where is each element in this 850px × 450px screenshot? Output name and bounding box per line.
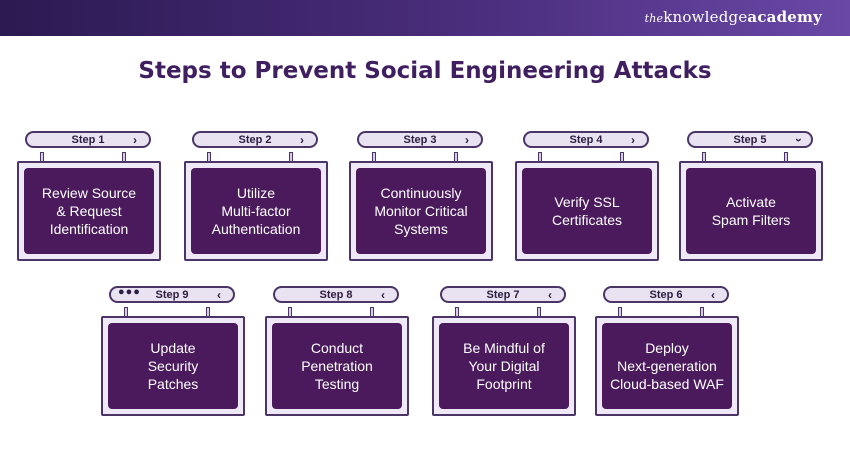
step-4-card [515, 161, 659, 261]
step-7-pill [440, 286, 566, 303]
step-6-card [595, 316, 739, 416]
step-3-card [349, 161, 493, 261]
step-2-text: Utilize Multi-factor Authentication [211, 185, 301, 237]
step-3-pill [357, 131, 483, 148]
step-3-text: Continuously Monitor Critical Systems [374, 185, 468, 237]
brand-the: the [644, 12, 664, 25]
step-6-pill [603, 286, 729, 303]
step-5-label: Step 5 [733, 134, 767, 146]
step-6-label: Step 6 [649, 289, 683, 301]
chevron-down-icon: › [792, 138, 806, 142]
step-9-text: Update Security Patches [147, 340, 199, 392]
step-2-label: Step 2 [238, 134, 272, 146]
ellipsis-icon: ●●● [118, 286, 141, 298]
step-2-pill [192, 131, 318, 148]
chevron-right-icon: › [133, 133, 137, 147]
chevron-right-icon: › [631, 133, 635, 147]
step-4-text: Verify SSL Certificates [551, 194, 623, 228]
step-8-card [265, 316, 409, 416]
step-3-label: Step 3 [403, 134, 437, 146]
page-title: Steps to Prevent Social Engineering Attacks [138, 58, 712, 84]
brand-logo [645, 8, 822, 26]
step-7-text: Be Mindful of Your Digital Footprint [463, 340, 545, 392]
chevron-right-icon: › [465, 133, 469, 147]
step-5-pill [687, 131, 813, 148]
step-9-card [101, 316, 245, 416]
step-6-text: Deploy Next-generation Cloud-based WAF [610, 340, 724, 392]
brand-academy: academy [747, 8, 822, 26]
chevron-left-icon: ‹ [381, 288, 385, 302]
step-7-card [432, 316, 576, 416]
step-8-pill [273, 286, 399, 303]
brand-knowledge: knowledge [663, 8, 748, 26]
step-9-label: Step 9 [155, 289, 189, 301]
step-9-pill [109, 286, 235, 303]
chevron-left-icon: ‹ [548, 288, 552, 302]
step-5-card [679, 161, 823, 261]
step-1-label: Step 1 [71, 134, 105, 146]
step-4-pill [523, 131, 649, 148]
header-bar [0, 0, 850, 36]
chevron-left-icon: ‹ [711, 288, 715, 302]
chevron-left-icon: ‹ [217, 288, 221, 302]
step-4-label: Step 4 [569, 134, 603, 146]
chevron-right-icon: › [300, 133, 304, 147]
step-1-text: Review Source & Request Identification [41, 185, 137, 237]
step-1-pill [25, 131, 151, 148]
step-7-label: Step 7 [486, 289, 520, 301]
step-8-label: Step 8 [319, 289, 353, 301]
step-5-text: Activate Spam Filters [711, 194, 791, 228]
step-2-card [184, 161, 328, 261]
step-8-text: Conduct Penetration Testing [301, 340, 373, 392]
step-1-card [17, 161, 161, 261]
